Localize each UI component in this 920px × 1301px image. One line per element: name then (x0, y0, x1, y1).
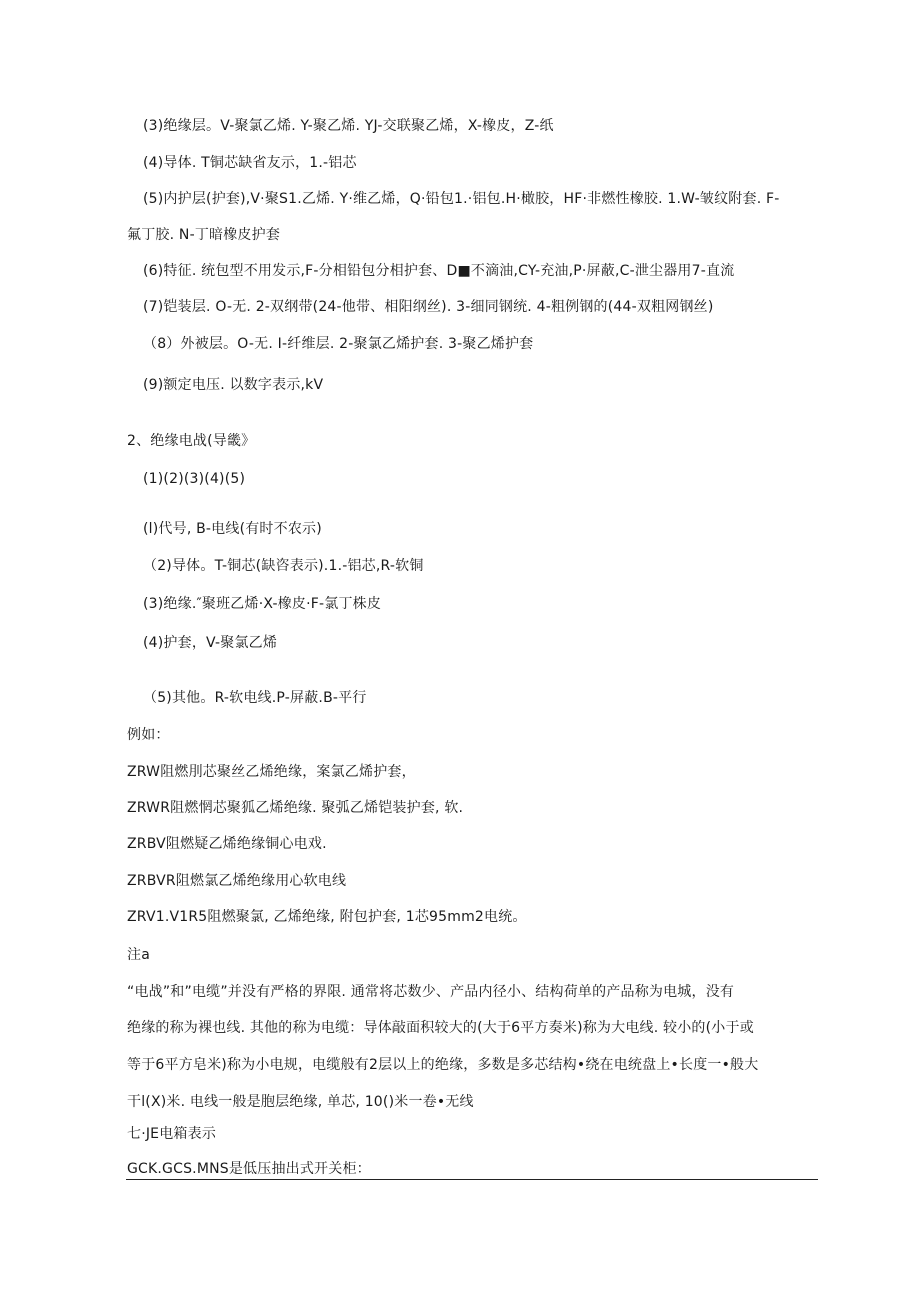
wire-item-code: (l)代号, B-电线(有时不农示) (143, 521, 322, 537)
wire-item-sheath: (4)护套，V-聚氯乙烯 (143, 635, 278, 651)
bottom-divider (126, 1179, 818, 1180)
section2-heading: 2、绝缘电战(导畿》 (127, 433, 256, 449)
wire-item-conductor: （2)导体。T-铜芯(缺咨表示).1.-铝芯,R-软铜 (143, 558, 424, 574)
item-outer-covering: （8）外被层。O-无. I-纤维层. 2-聚氯乙烯护套. 3-聚乙烯护套 (143, 336, 534, 352)
example-item: ZRBV阻燃疑乙烯绝缘铜心电戏. (127, 836, 327, 852)
examples-label: 例如： (127, 727, 170, 743)
item-insulation-layer: (3)绝缘层。V-聚氯乙烯. Y-聚乙烯. YJ-交联聚乙烯，X-橡皮，Z-纸 (143, 118, 554, 134)
item-inner-sheath: (5)内护层(护套),V·聚S1.乙烯. Y·维乙烯，Q·铅包1.·铝包.H·橄胶，HF·非燃性橡胶. 1.W-皱纹附套. F- (143, 191, 780, 207)
section3-heading: 七·JE电箱表示 (127, 1126, 217, 1142)
example-item: ZRWR阻燃惘芯聚狐乙烯绝缘. 聚弧乙烯铠装护套, 软. (127, 800, 464, 816)
example-item: ZRW阻燃刖芯聚丝乙烯绝缘，案氯乙烯护套， (127, 764, 416, 780)
wire-item-other: （5)其他。R-软电线.P-屏蔽.B-平行 (143, 690, 367, 706)
item-feature: (6)特征. 统包型不用发示,F-分相铅包分相护套、D■不滴油,CY-充油,P·屏蔽,C-泄尘器用7-直流 (143, 263, 735, 279)
note-line: 干l(X)米. 电线一般是胞层绝缘, 单芯, 10()米一卷•无线 (127, 1094, 474, 1110)
item-conductor: (4)导体. T铜芯缺省友示，1.-铝芯 (143, 155, 357, 171)
section3-line: GCK.GCS.MNS是低压抽出式开关柜： (127, 1161, 371, 1177)
note-label: 注a (127, 947, 150, 963)
example-item: ZRV1.V1R5阻燃聚氯, 乙烯绝缘, 附包护套, 1芯95mm2电统。 (127, 909, 527, 925)
item-armour: (7)铠装层. O-无. 2-双纲带(24-他带、相阳纲丝). 3-细同钢统. 4-粗例钢的(44-双粗网钢丝) (143, 299, 714, 315)
note-line: 等于6平方皂米)称为小电规，电缆般有2层以上的绝缘，多数是多芯结构•绕在电统盘上•长度一•般大 (127, 1057, 759, 1073)
wire-item-insulation: (3)绝缘.″聚班乙烯·X-橡皮·F-氯丁株皮 (143, 596, 382, 612)
section2-format: (1)(2)(3)(4)(5) (143, 471, 246, 487)
note-line: “电战”和”电缆”并没有严格的界限. 通常将芯数少、产品内径小、结构荷单的产品称为电城，没有 (127, 984, 735, 1000)
note-line: 绝缘的称为裸也线. 其他的称为电缆：导体敲面积较大的(大于6平方奏米)称为大电线. 较小的(小于或 (127, 1020, 754, 1036)
item-rated-voltage: (9)额定电压. 以数字表示,kV (143, 377, 324, 393)
example-item: ZRBVR阻燃氯乙烯绝缘用心软电线 (127, 873, 347, 889)
item-inner-sheath-cont: 氟丁胶. N-丁暗橡皮护套 (127, 227, 281, 243)
